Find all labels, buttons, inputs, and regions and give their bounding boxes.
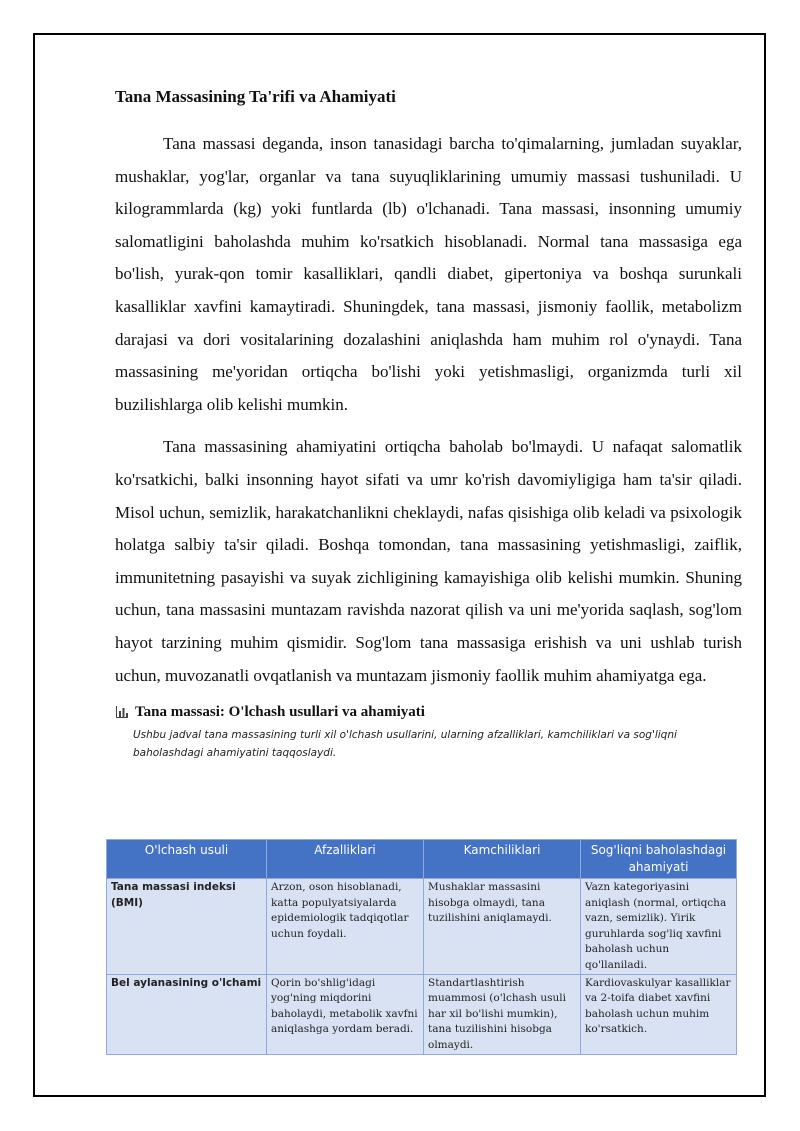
table-header-cell: Afzalliklari bbox=[267, 840, 424, 879]
table-section-heading bbox=[115, 702, 742, 722]
table-header-cell: Sog'liqni baholashdagi ahamiyati bbox=[581, 840, 737, 879]
table-cell: Standartlashtirish muammosi (o'lchash usuli har xil bo'lishi mumkin), tana tuzilishini hisobga olmaydi. bbox=[424, 974, 581, 1054]
table-cell: Qorin bo'shlig'idagi yog'ning miqdorini baholaydi, metabolik xavfni aniqlashga yordam beradi. bbox=[267, 974, 424, 1054]
table-header-row bbox=[107, 840, 737, 879]
table-header-cell: O'lchash usuli bbox=[107, 840, 267, 879]
table-row bbox=[107, 974, 737, 1054]
table-section-title: Tana massasi: O'lchash usullari va ahamiyati bbox=[135, 704, 425, 721]
document-body bbox=[115, 86, 742, 769]
document-title: Tana Massasining Ta'rifi va Ahamiyati bbox=[115, 87, 396, 106]
table-cell: Mushaklar massasini hisobga olmaydi, tana tuzilishini aniqlamaydi. bbox=[424, 879, 581, 975]
bar-chart-icon bbox=[115, 705, 129, 719]
table-row bbox=[107, 879, 737, 975]
paragraph-1: Tana massasi deganda, inson tanasidagi barcha to'qimalarning, jumladan suyaklar, mushaklar, yog'lar, organlar va tana suyuqliklarining umumiy massasi tushuniladi. U kilogrammlarda (kg) yoki funtlarda (lb) o'lchanadi. Tana massasi, insonning umumiy salomatligini baholashda muhim ko'rsatkich hisoblanadi. Normal tana massasiga ega bo'lish, yurak-qon tomir kasalliklari, qandli diabet, gipertoniya va boshqa surunkali kasalliklar xavfini kamaytiradi. Shuningdek, tana massasi, jismoniy faollik, metabolizm darajasi va dori vositalarining dozalashini aniqlashda ham muhim rol o'ynaydi. Tana massasining me'yoridan ortiqcha bo'lishi yoki yetishmasligi, organizmda turli xil buzilishlarga olib kelishi mumkin. bbox=[115, 134, 742, 414]
table-cell: Vazn kategoriyasini aniqlash (normal, ortiqcha vazn, semizlik). Yirik guruhlarda sog'liq xavfini baholash uchun qo'llaniladi. bbox=[581, 879, 737, 975]
table-cell: Arzon, oson hisoblanadi, katta populyatsiyalarda epidemiologik tadqiqotlar uchun foydali. bbox=[267, 879, 424, 975]
paragraph-2: Tana massasining ahamiyatini ortiqcha baholab bo'lmaydi. U nafaqat salomatlik ko'rsatkichi, balki insonning hayot sifati va umr ko'rish davomiyligiga ham ta'sir qiladi. Misol uchun, semizlik, harakatchanlikni cheklaydi, nafas qisishiga olib keladi va psixologik holatga salbiy ta'sir qiladi. Boshqa tomondan, tana massasining yetishmasligi, zaiflik, immunitetning pasayishi va suyak zichligining kamayishiga olib kelishi mumkin. Shuning uchun, tana massasini muntazam ravishda nazorat qilish va uni me'yorida saqlash, sog'lom hayot tarzining muhim qismidir. Sog'lom tana massasiga erishish va uni ushlab turish uchun, muvozanatli ovqatlanish va muntazam jismoniy faollik muhim ahamiyatga ega. bbox=[115, 437, 742, 685]
table-cell: Bel aylanasining o'lchami bbox=[107, 974, 267, 1054]
comparison-table bbox=[106, 839, 737, 1055]
table-header-cell: Kamchiliklari bbox=[424, 840, 581, 879]
table-cell: Tana massasi indeksi (BMI) bbox=[107, 879, 267, 975]
table-caption: Ushbu jadval tana massasining turli xil o'lchash usullarini, ularning afzalliklari, kamchiliklari va sog'liqni baholashdagi ahamiyatini taqqoslaydi. bbox=[133, 729, 677, 759]
table-cell: Kardiovaskulyar kasalliklar va 2-toifa diabet xavfini baholash uchun muhim ko'rsatkich. bbox=[581, 974, 737, 1054]
